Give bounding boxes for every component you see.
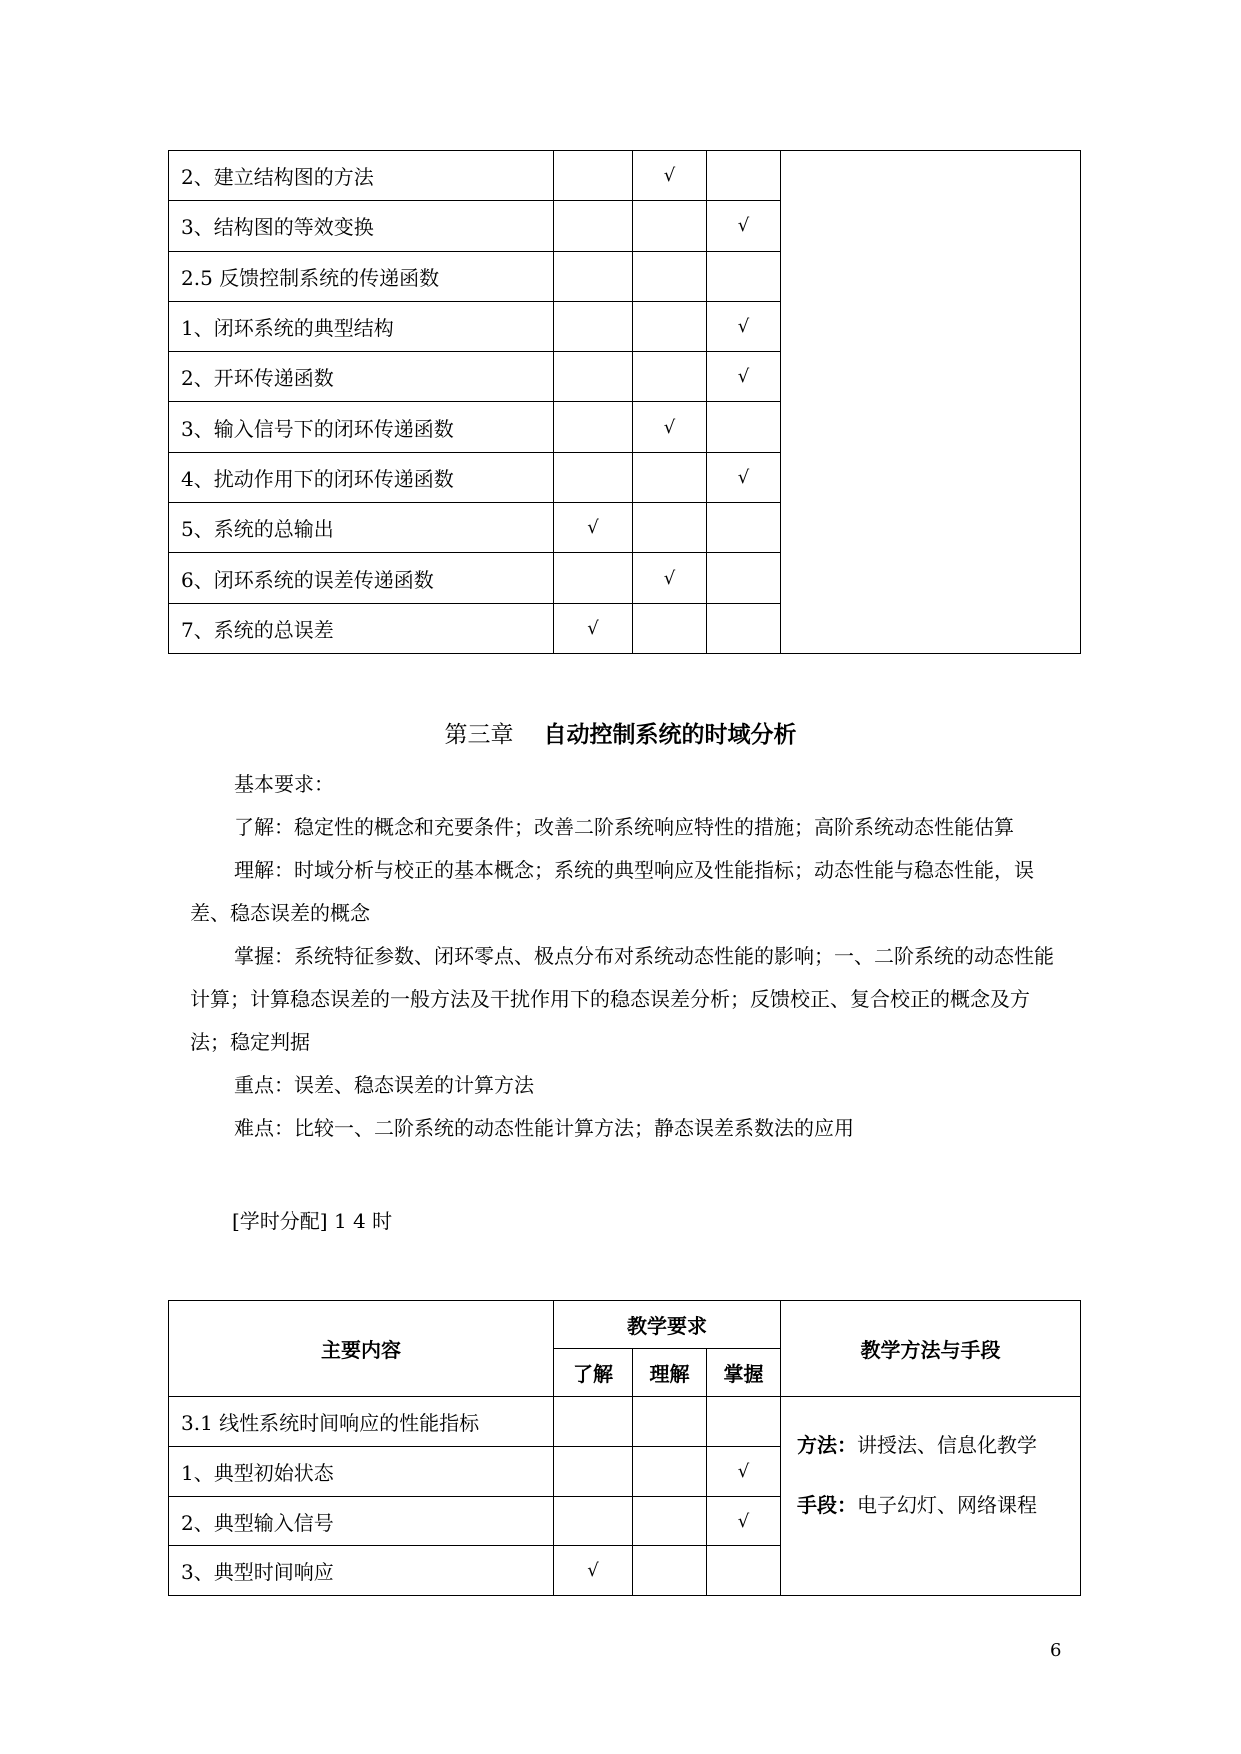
requirement-zhangwo: 掌握：系统特征参数、闭环零点、极点分布对系统动态性能的影响；一、二阶系统的动态性能计算；计算稳态误差的一般方法及干扰作用下的稳态误差分析；反馈校正、复合校正的概念及方法；稳定判据	[190, 944, 1054, 1054]
row-content: 2、开环传递函数	[169, 352, 554, 402]
mark-liaojie	[554, 251, 633, 301]
header-liaojie: 了解	[554, 1349, 633, 1397]
row-content: 2.5 反馈控制系统的传递函数	[169, 251, 554, 301]
chapter-title	[0, 716, 1241, 749]
content-table-chapter2	[168, 150, 1081, 654]
header-method: 教学方法与手段	[781, 1301, 1081, 1397]
mark-liaojie	[554, 1447, 633, 1497]
table-row	[169, 151, 1081, 201]
mark-lijie	[633, 201, 707, 251]
page-number: 6	[1050, 1640, 1062, 1661]
mark-liaojie	[554, 151, 633, 201]
means-value: 电子幻灯、网络课程	[857, 1493, 1037, 1517]
method-line	[797, 1415, 1080, 1475]
method-cell-empty	[781, 151, 1081, 654]
table-header-row	[169, 1301, 1081, 1349]
method-value: 讲授法、信息化教学	[857, 1433, 1037, 1457]
mark-lijie: √	[633, 402, 707, 452]
requirements-heading: 基本要求：	[234, 772, 334, 796]
mark-lijie	[633, 1546, 707, 1596]
mark-lijie: √	[633, 151, 707, 201]
mark-liaojie	[554, 452, 633, 502]
mark-zhangwo: √	[707, 201, 781, 251]
mark-lijie	[633, 603, 707, 653]
mark-zhangwo: √	[707, 452, 781, 502]
mark-liaojie	[554, 352, 633, 402]
method-cell	[781, 1397, 1081, 1596]
chapter-number: 第三章	[444, 722, 514, 748]
mark-zhangwo: √	[707, 1447, 781, 1497]
row-content: 3、结构图的等效变换	[169, 201, 554, 251]
requirement-liaojie: 了解：稳定性的概念和充要条件；改善二阶系统响应特性的措施；高阶系统动态性能估算	[234, 815, 1014, 839]
mark-lijie	[633, 503, 707, 553]
row-content: 1、闭环系统的典型结构	[169, 301, 554, 351]
mark-zhangwo: √	[707, 1497, 781, 1546]
header-content: 主要内容	[169, 1301, 554, 1397]
mark-liaojie: √	[554, 603, 633, 653]
requirement-lijie: 理解：时域分析与校正的基本概念；系统的典型响应及性能指标；动态性能与稳态性能，误差、稳态误差的概念	[190, 858, 1034, 925]
row-content: 2、典型输入信号	[169, 1497, 554, 1546]
mark-lijie	[633, 1497, 707, 1546]
row-content: 3、输入信号下的闭环传递函数	[169, 402, 554, 452]
mark-lijie	[633, 452, 707, 502]
mark-lijie	[633, 301, 707, 351]
mark-zhangwo	[707, 1397, 781, 1447]
hours-allocation: [学时分配] 1 4 时	[232, 1209, 393, 1233]
mark-lijie: √	[633, 553, 707, 603]
mark-lijie	[633, 352, 707, 402]
row-content: 3.1 线性系统时间响应的性能指标	[169, 1397, 554, 1447]
mark-zhangwo: √	[707, 352, 781, 402]
header-lijie: 理解	[633, 1349, 707, 1397]
mark-liaojie: √	[554, 503, 633, 553]
requirements-section	[190, 763, 1060, 1150]
method-label: 方法：	[797, 1433, 857, 1457]
mark-zhangwo: √	[707, 301, 781, 351]
mark-zhangwo	[707, 151, 781, 201]
means-line	[797, 1475, 1080, 1535]
chapter-name: 自动控制系统的时域分析	[543, 722, 797, 748]
mark-lijie	[633, 1397, 707, 1447]
row-content: 1、典型初始状态	[169, 1447, 554, 1497]
row-content: 2、建立结构图的方法	[169, 151, 554, 201]
mark-lijie	[633, 251, 707, 301]
mark-zhangwo	[707, 402, 781, 452]
content-table-chapter3	[168, 1300, 1081, 1596]
mark-zhangwo	[707, 503, 781, 553]
mark-lijie	[633, 1447, 707, 1497]
row-content: 4、扰动作用下的闭环传递函数	[169, 452, 554, 502]
header-requirements: 教学要求	[554, 1301, 781, 1349]
row-content: 6、闭环系统的误差传递函数	[169, 553, 554, 603]
mark-zhangwo	[707, 1546, 781, 1596]
mark-liaojie	[554, 402, 633, 452]
mark-liaojie	[554, 201, 633, 251]
header-zhangwo: 掌握	[707, 1349, 781, 1397]
mark-zhangwo	[707, 251, 781, 301]
mark-liaojie	[554, 1397, 633, 1447]
mark-liaojie	[554, 1497, 633, 1546]
table-row	[169, 1397, 1081, 1447]
row-content: 5、系统的总输出	[169, 503, 554, 553]
mark-zhangwo	[707, 603, 781, 653]
requirement-nandian: 难点：比较一、二阶系统的动态性能计算方法；静态误差系数法的应用	[234, 1116, 854, 1140]
mark-liaojie: √	[554, 1546, 633, 1596]
requirement-zhongdian: 重点：误差、稳态误差的计算方法	[234, 1073, 534, 1097]
mark-liaojie	[554, 301, 633, 351]
means-label: 手段：	[797, 1493, 857, 1517]
mark-zhangwo	[707, 553, 781, 603]
mark-liaojie	[554, 553, 633, 603]
row-content: 7、系统的总误差	[169, 603, 554, 653]
row-content: 3、典型时间响应	[169, 1546, 554, 1596]
